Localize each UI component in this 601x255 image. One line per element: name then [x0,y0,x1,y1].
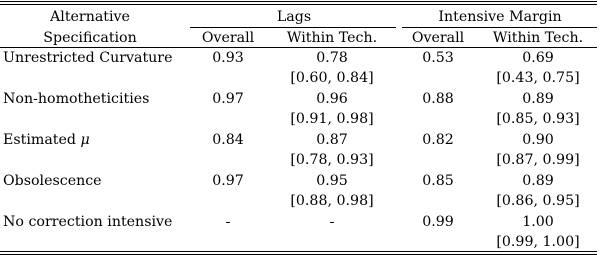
header-intensive-within-tech: Within Tech. [492,30,584,46]
row-spec-label: Unrestricted Curvature [3,50,173,66]
header-specification: Specification [43,30,137,46]
row-lags-overall: 0.97 [212,173,244,189]
row-intensive-within: 1.00 [522,214,554,230]
row-lags-overall: 0.93 [212,50,244,66]
row-lags-overall: 0.84 [212,132,244,148]
row-intensive-within: 0.89 [522,91,554,107]
row-spec-text: Estimated [3,132,81,148]
row-spec-label: No correction intensive [3,214,173,230]
row-intensive-overall: 0.99 [422,214,454,230]
row-lags-within: - [329,214,335,230]
row-lags-within: 0.95 [316,173,348,189]
header-rule [0,47,597,48]
row-intensive-overall: 0.85 [422,173,454,189]
row-spec-label: Non-homotheticities [3,91,150,107]
header-intensive-overall: Overall [411,30,465,46]
row-intensive-confidence-interval: [0.87, 0.99] [496,152,580,168]
row-lags-confidence-interval: [0.60, 0.84] [290,70,374,86]
row-lags-within: 0.96 [316,91,348,107]
bottom-rule [0,251,597,252]
row-intensive-confidence-interval: [0.99, 1.00] [496,234,580,250]
row-intensive-confidence-interval: [0.86, 0.95] [496,193,580,209]
top-rule [0,1,597,2]
row-intensive-within: 0.89 [522,173,554,189]
row-intensive-confidence-interval: [0.43, 0.75] [496,70,580,86]
row-lags-confidence-interval: [0.91, 0.98] [290,111,374,127]
row-lags-confidence-interval: [0.88, 0.98] [290,193,374,209]
row-intensive-within: 0.90 [522,132,554,148]
row-intensive-confidence-interval: [0.85, 0.93] [496,111,580,127]
row-spec-label [3,131,90,149]
header-alternative: Alternative [50,9,130,25]
header-group-lags: Lags [276,9,312,25]
intensive-group-underline [402,27,597,28]
row-intensive-overall: 0.88 [422,91,454,107]
row-lags-within: 0.87 [316,132,348,148]
header-lags-overall: Overall [201,30,255,46]
row-intensive-overall: 0.82 [422,132,454,148]
header-group-intensive-margin: Intensive Margin [438,9,562,25]
row-lags-overall: 0.97 [212,91,244,107]
row-lags-overall: - [225,214,231,230]
top-rule-second [0,4,597,5]
mu-symbol: μ [80,132,90,148]
row-lags-confidence-interval: [0.78, 0.93] [290,152,374,168]
row-intensive-overall: 0.53 [422,50,454,66]
header-lags-within-tech: Within Tech. [286,30,378,46]
row-intensive-within: 0.69 [522,50,554,66]
row-lags-within: 0.78 [316,50,348,66]
row-spec-label: Obsolescence [3,173,102,189]
lags-group-underline [190,27,396,28]
